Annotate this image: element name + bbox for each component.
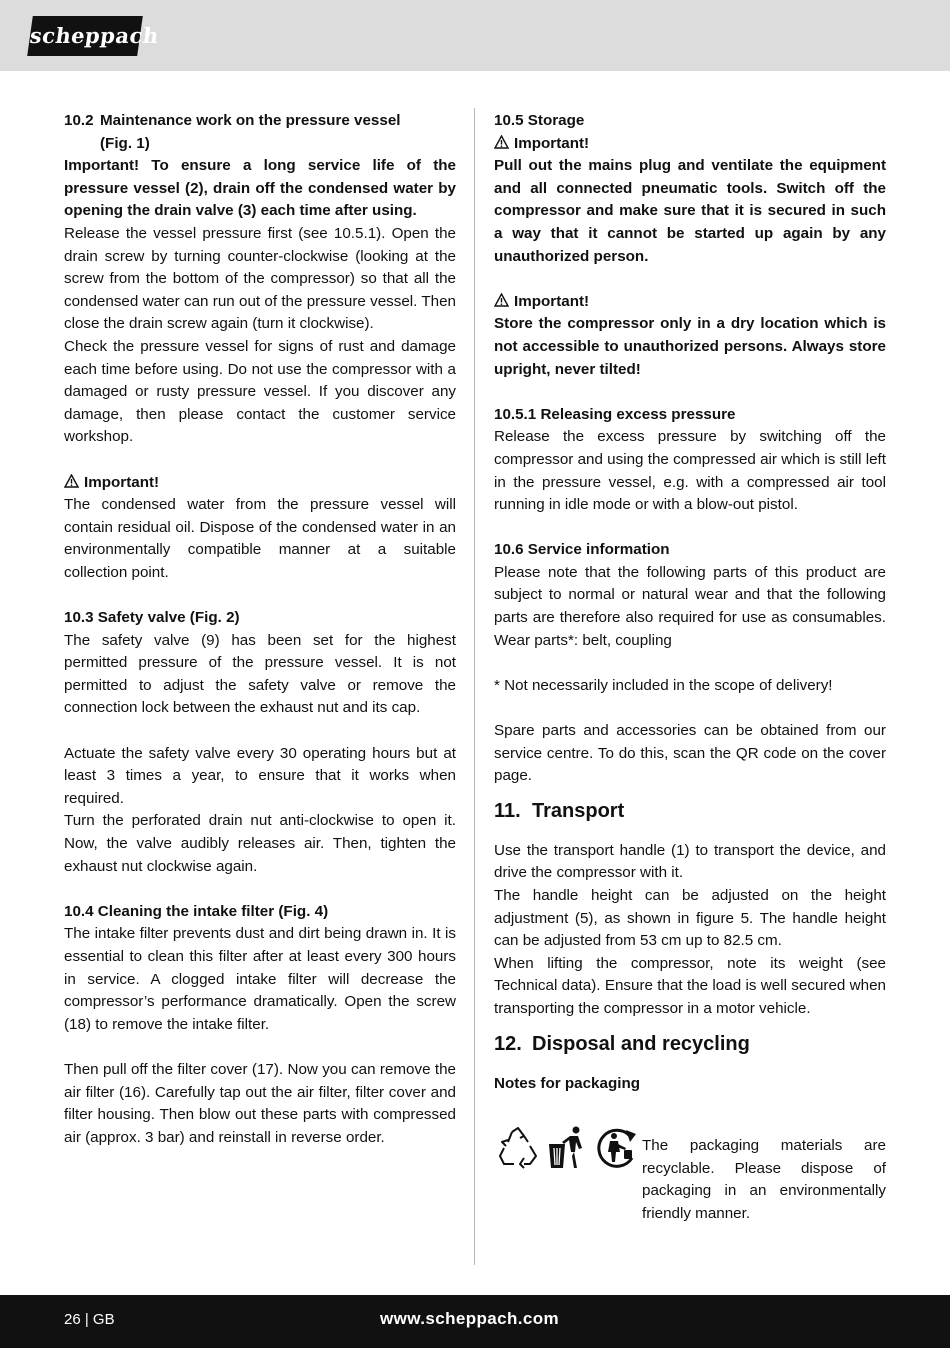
warning-triangle-icon xyxy=(64,474,79,488)
trash-bin-icon xyxy=(544,1124,590,1172)
chapter-11-heading: 11. Transport xyxy=(494,799,625,822)
section-10-5-1-heading: 10.5.1 Releasing excess pressure xyxy=(494,405,736,423)
page-footer xyxy=(0,1295,950,1348)
section-10-2-paragraph: Release the vessel pressure first (see 10.5.1). Open the drain screw by turning counter-clockwise (looking at the screw from the bottom of the compressor) so that all the condensed water can run out of the pressure vessel. Then close the drain screw again (turn it clockwise). xyxy=(64,224,456,333)
column-divider xyxy=(474,108,475,1265)
transport-paragraph: When lifting the compressor, note its weight (see Technical data). Ensure that the load is well secured when transporting the compressor in a motor vehicle. xyxy=(494,954,886,1017)
section-10-6-spare-parts: Spare parts and accessories can be obtained from our service centre. To do this, scan the QR code on the cover page. xyxy=(494,722,886,785)
transport-paragraph: The handle height can be adjusted on the height adjustment (5), as shown in figure 5. The handle height can be adjusted from 53 cm up to 82.5 cm. xyxy=(494,887,886,950)
warning-text: Pull out the mains plug and ventilate the equipment and all connected pneumatic tools. Switch off the compressor and make sure that it is secured in such a way that it cannot be started up again by any unauthorized person. xyxy=(494,157,886,265)
warning-text: The condensed water from the pressure vessel will contain residual oil. Dispose of the condensed water in an environmentally compatible manner at a suitable collection point. xyxy=(64,496,456,581)
warning-heading: Important! xyxy=(64,472,456,495)
section-10-6-note: * Not necessarily included in the scope of delivery! xyxy=(494,676,833,694)
page-header xyxy=(0,0,950,71)
section-10-2-heading: 10.2 Maintenance work on the pressure vessel xyxy=(64,112,401,129)
recycle-icon xyxy=(494,1124,542,1172)
recycling-icons xyxy=(494,1120,642,1172)
section-10-5-heading: 10.5 Storage xyxy=(494,112,585,129)
right-column xyxy=(494,110,886,1241)
section-10-3-paragraph: The safety valve (9) has been set for the highest permitted pressure of the pressure vessel. It is not permitted to adjust the safety valve or remove the connection lock between the exhaust nut and its cap. xyxy=(64,631,456,717)
warning-heading: Important! xyxy=(494,291,886,314)
recycling-arrow-person-icon xyxy=(592,1124,640,1172)
section-10-6-paragraph: Please note that the following parts of this product are subject to normal or natural wear and that the following parts are therefore also required for use as consumables. Wear parts*: belt, coupling xyxy=(494,563,886,649)
section-10-3-heading: 10.3 Safety valve (Fig. 2) xyxy=(64,609,240,627)
section-10-4-heading: 10.4 Cleaning the intake filter (Fig. 4) xyxy=(64,902,329,920)
scheppach-logo: scheppach xyxy=(27,16,143,56)
left-column xyxy=(64,110,456,1149)
packaging-notes-heading: Notes for packaging xyxy=(494,1074,640,1092)
warning-heading: Important! xyxy=(494,133,886,156)
section-10-4-paragraph: Then pull off the filter cover (17). Now you can remove the air filter (16). Carefully tap out the air filter, filter cover and filter housing. Then blow out these parts with compressed air (approx. 3 bar) and reinstall in reverse order. xyxy=(64,1060,456,1146)
warning-triangle-icon xyxy=(494,135,509,149)
page-number: 26 | GB xyxy=(64,1311,115,1328)
section-10-2-important: Important! To ensure a long service life of the pressure vessel (2), drain off the condensed water by opening the drain valve (3) each time after using. xyxy=(64,157,456,220)
warning-triangle-icon xyxy=(494,293,509,307)
section-10-3-paragraph: Actuate the safety valve every 30 operating hours but at least 3 times a year, to ensure that it works when required. xyxy=(64,744,456,807)
transport-paragraph: Use the transport handle (1) to transport the device, and drive the compressor with it. xyxy=(494,841,886,882)
packaging-text: The packaging materials are recyclable. Please dispose of packaging in an environmentally friendly manner. xyxy=(642,1136,886,1222)
section-10-3-paragraph: Turn the perforated drain nut anti-clockwise to open it. Now, the valve audibly releases air. Then, tighten the exhaust nut clockwise again. xyxy=(64,812,456,875)
packaging-notes xyxy=(494,1120,886,1241)
website-url: www.scheppach.com xyxy=(380,1309,560,1328)
section-10-2-fig: (Fig. 1) xyxy=(100,134,150,152)
chapter-12-heading: 12. Disposal and recycling xyxy=(494,1032,750,1055)
section-10-2-paragraph: Check the pressure vessel for signs of rust and damage each time before using. Do not use the compressor with a damaged or rusty pressure vessel. If you discover any damage, then please contact the customer service workshop. xyxy=(64,337,456,446)
section-10-6-heading: 10.6 Service information xyxy=(494,541,670,559)
section-10-4-paragraph: The intake filter prevents dust and dirt being drawn in. It is essential to clean this filter after at least every 300 hours in service. A clogged intake filter will decrease the compressor’s performance dramatically. Open the screw (18) to remove the intake filter. xyxy=(64,925,456,1033)
section-10-5-1-paragraph: Release the excess pressure by switching off the compressor and using the compressed air which is still left in the pressure vessel, e.g. with a compressed air tool running in idle mode or with a blow-out pistol. xyxy=(494,428,886,514)
warning-text: Store the compressor only in a dry location which is not accessible to unauthorized persons. Always store upright, never tilted! xyxy=(494,315,886,378)
